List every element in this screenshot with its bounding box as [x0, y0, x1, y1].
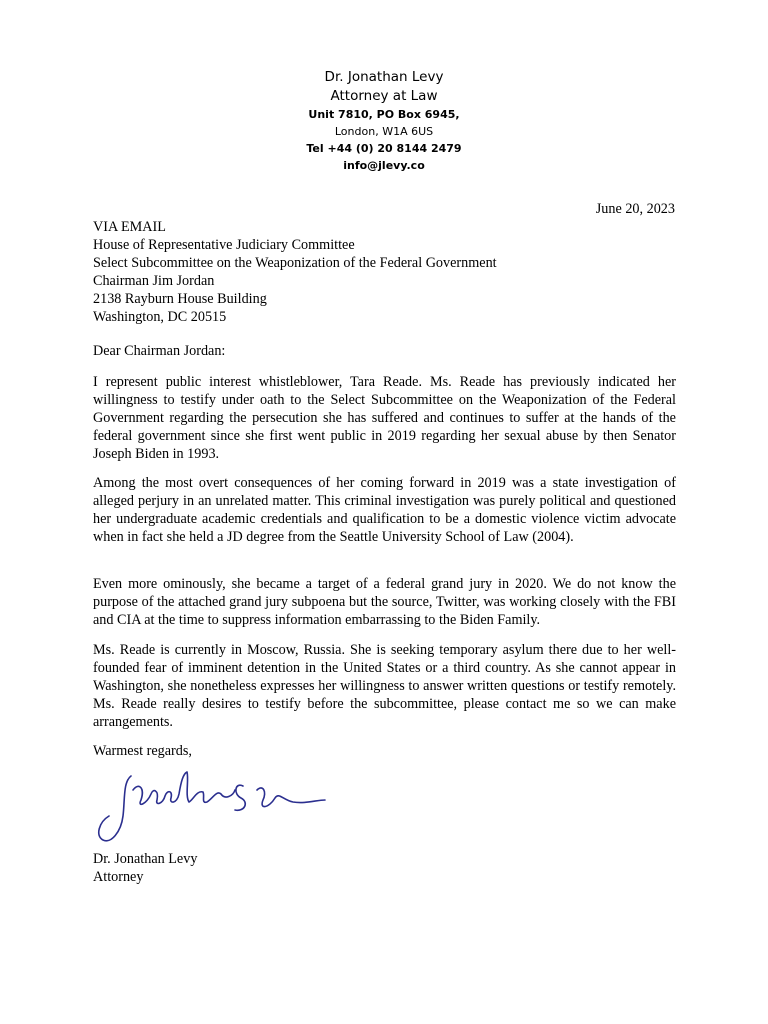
letterhead-name: Dr. Jonathan Levy — [324, 69, 444, 85]
recipient-block — [93, 218, 676, 326]
recipient-line: Chairman Jim Jordan — [93, 273, 215, 289]
letterhead — [0, 68, 768, 174]
body-paragraph: Ms. Reade is currently in Moscow, Russia. She is seeking temporary asylum there due to her well-founded fear of imminent detention in the United States or a third country. As she cannot appear in Washington, she nonetheless expresses her willingness to answer written questions or testify remotely. Ms. Reade really desires to testify before the subcommittee, please contact me so we can make arrangements. — [93, 642, 676, 730]
letterhead-address-line2: London, W1A 6US — [334, 125, 434, 138]
body-paragraph: Even more ominously, she became a target of a federal grand jury in 2020. We do not know the purpose of the attached grand jury subpoena but the source, Twitter, was working closely with the FBI and CIA at the time to suppress information embarrassing to the Biden Family. — [93, 576, 676, 628]
recipient-line: House of Representative Judiciary Committee — [93, 237, 355, 253]
signature-image — [93, 760, 333, 848]
recipient-line: Select Subcommittee on the Weaponization of the Federal Government — [93, 255, 497, 271]
signer-name: Dr. Jonathan Levy — [93, 851, 198, 867]
letter-date: June 20, 2023 — [595, 201, 675, 217]
body-paragraph: I represent public interest whistleblower, Tara Reade. Ms. Reade has previously indicated her willingness to testify under oath to the Select Subcommittee on the Weaponization of the Federal Government regarding the persecution she has suffered and continues to suffer at the hands of the federal government since she first went public in 2019 regarding her sexual abuse by then Senator Joseph Biden in 1993. — [93, 374, 676, 462]
letterhead-title: Attorney at Law — [330, 88, 438, 104]
recipient-line: Washington, DC 20515 — [93, 309, 227, 325]
letterhead-address-line1: Unit 7810, PO Box 6945, — [308, 108, 460, 121]
salutation: Dear Chairman Jordan: — [93, 343, 226, 359]
signer-block — [93, 850, 676, 886]
delivery-method: VIA EMAIL — [93, 219, 166, 235]
letterhead-phone: Tel +44 (0) 20 8144 2479 — [306, 142, 462, 155]
closing: Warmest regards, — [93, 743, 192, 759]
recipient-line: 2138 Rayburn House Building — [93, 291, 267, 307]
letterhead-email: info@jlevy.co — [343, 159, 425, 172]
body-paragraph: Among the most overt consequences of her coming forward in 2019 was a state investigation of alleged perjury in an unrelated matter. This criminal investigation was purely political and questioned her undergraduate academic credentials and qualification to be a domestic violence victim advocate when in fact she held a JD degree from the Seattle University School of Law (2004). — [93, 475, 676, 545]
signer-title: Attorney — [93, 869, 144, 885]
signature — [93, 760, 333, 848]
